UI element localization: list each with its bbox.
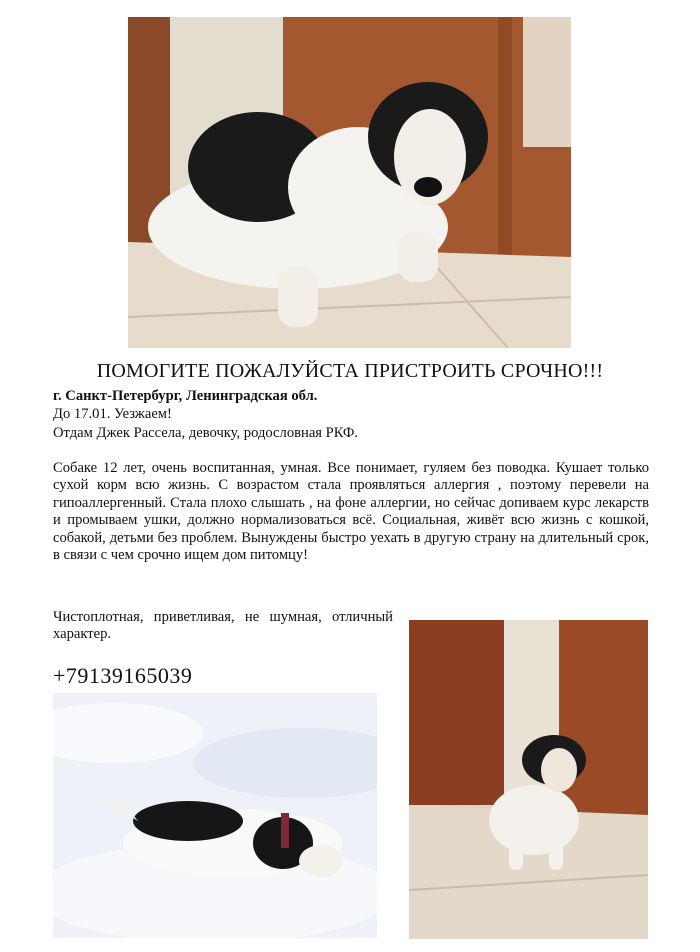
description-paragraph: Собаке 12 лет, очень воспитанная, умная. Все понимает, гуляем без поводка. Кушает только сухой корм всю жизнь. С возрастом стала проявляться аллергия , поэтому перевели на гипоаллергенный. Стала плохо слышать , на фоне аллергии, но сейчас допиваем курс лекарств и промываем ушки, должно нормализоваться всё. Социальная, живёт всю жизнь с кошкой, собакой, детьми без проблем. Вынуждены быстро уехать в другую страну на длительный срок, в связи с чем срочно ищем дом питомцу! xyxy=(53,460,649,564)
dog-photo-snow-graphic xyxy=(53,693,377,938)
dog-photo-main-graphic xyxy=(128,17,571,348)
dog-photo-main xyxy=(128,17,571,348)
deadline-line: До 17.01. Уезжаем! xyxy=(53,406,172,422)
phone-number[interactable]: +79139165039 xyxy=(53,663,193,688)
traits-paragraph: Чистоплотная, приветливая, не шумная, отличный характер. xyxy=(53,609,393,643)
dog-photo-small xyxy=(409,620,648,939)
city-line: г. Санкт-Петербург, Ленинградская обл. xyxy=(53,388,318,404)
dog-photo-snow xyxy=(53,693,377,938)
dog-photo-small-graphic xyxy=(409,620,648,939)
headline: ПОМОГИТЕ ПОЖАЛУЙСТА ПРИСТРОИТЬ СРОЧНО!!! xyxy=(96,360,604,382)
offer-line: Отдам Джек Рассела, девочку, родословная РКФ. xyxy=(53,425,359,441)
